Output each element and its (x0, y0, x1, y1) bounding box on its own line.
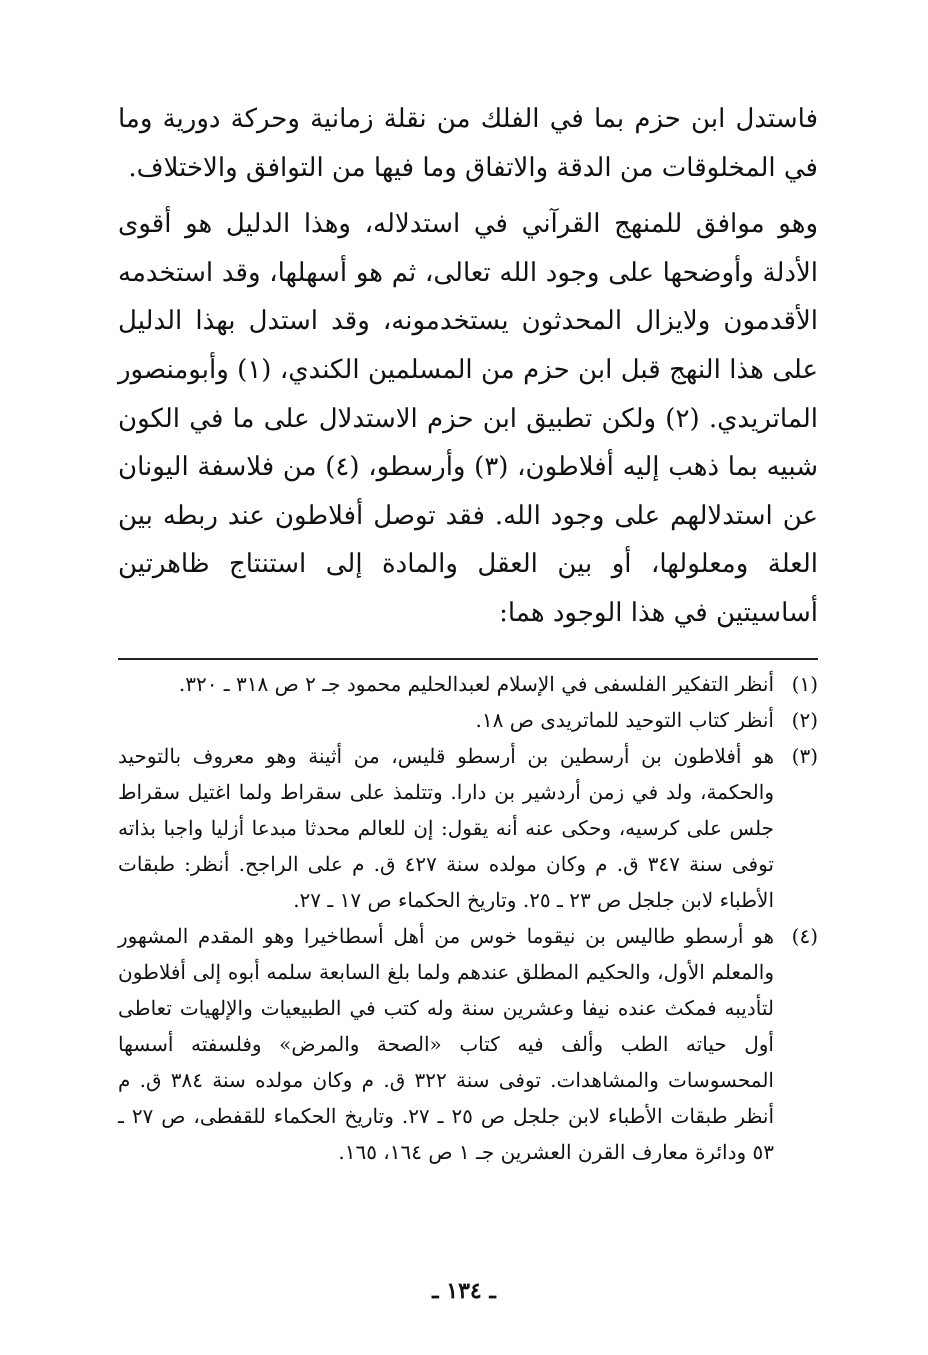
footnote-1 (118, 666, 818, 702)
page-number: ـ ١٣٤ ـ (432, 1278, 496, 1304)
footnote-4 (118, 918, 818, 1170)
book-page (118, 95, 818, 1186)
footnote-separator (118, 658, 818, 660)
body-paragraph-2: وهو موافق للمنهج القرآني في استدلاله، وهذا الدليل هو أقوى الأدلة وأوضحها على وجود الله تعالى، ثم هو أسهلها، وقد استخدمه الأقدمون ولايزال المحدثون يستخدمونه، وقد استدل بهذا الدليل على هذا النهج قبل ابن حزم من المسلمين الكندي، (١) وأبومنصور الماتريدي. (٢) ولكن تطبيق ابن حزم الاستدلال على ما في الكون شبيه بما ذهب إليه أفلاطون، (٣) وأرسطو، (٤) من فلاسفة اليونان عن استدلالهم على وجود الله. فقد توصل أفلاطون عند ربطه بين العلة ومعلولها، أو بين العقل والمادة إلى استنتاج ظاهرتين أساسيتين في هذا الوجود هما: (118, 209, 819, 628)
footnote-text: أنظر كتاب التوحيد للماتريدى ص ١٨. (475, 707, 774, 732)
footnote-number: (٢) (791, 707, 818, 732)
body-paragraph-1: فاستدل ابن حزم بما في الفلك من نقلة زمانية وحركة دورية وما في المخلوقات من الدقة والاتفاق وما فيها من التوافق والاختلاف. (118, 104, 818, 183)
footnotes-list (118, 666, 818, 1170)
footnote-2 (118, 702, 818, 738)
footnote-text: هو أفلاطون بن أرسطين بن أرسطو قليس، من أثينة وهو معروف بالتوحيد والحكمة، ولد في زمن أردشير بن دارا. وتتلمذ على سقراط ولما اغتيل سقراط جلس على كرسيه، وحكى عنه أنه يقول: إن للعالم محدثا مبدعا أزليا واجبا بذاته توفى سنة ٣٤٧ ق. م وكان مولده سنة ٤٢٧ ق. م على الراجح. أنظر: طبقات الأطباء لابن جلجل ص ٢٣ ـ ٢٥. وتاريخ الحكماء ص ١٧ ـ ٢٧. (118, 743, 774, 912)
footnote-text: هو أرسطو طاليس بن نيقوما خوس من أهل أسطاخيرا وهو المقدم المشهور والمعلم الأول، والحكيم المطلق عندهم ولما بلغ السابعة سلمه أبوه إلى أفلاطون لتأديبه فمكث عنده نيفا وعشرين سنة وله كتب في الطبيعيات والإلهيات تعاطى أول حياته الطب وألف فيه كتاب «الصحة والمرض» وفلسفته أسسها المحسوسات والمشاهدات. توفى سنة ٣٢٢ ق. م وكان مولده سنة ٣٨٤ ق. م أنظر طبقات الأطباء لابن جلجل ص ٢٥ ـ ٢٧. وتاريخ الحكماء للقفطى، ص ٢٧ ـ ٥٣ ودائرة معارف القرن العشرين جـ ١ ص ١٦٤، ١٦٥. (118, 923, 774, 1164)
footnote-number: (٣) (791, 743, 818, 768)
footnote-3 (118, 738, 818, 918)
footnote-number: (٤) (791, 923, 818, 948)
footnote-number: (١) (791, 671, 818, 696)
footnote-text: أنظر التفكير الفلسفى في الإسلام لعبدالحليم محمود جـ ٢ ص ٣١٨ ـ ٣٢٠. (178, 671, 774, 696)
